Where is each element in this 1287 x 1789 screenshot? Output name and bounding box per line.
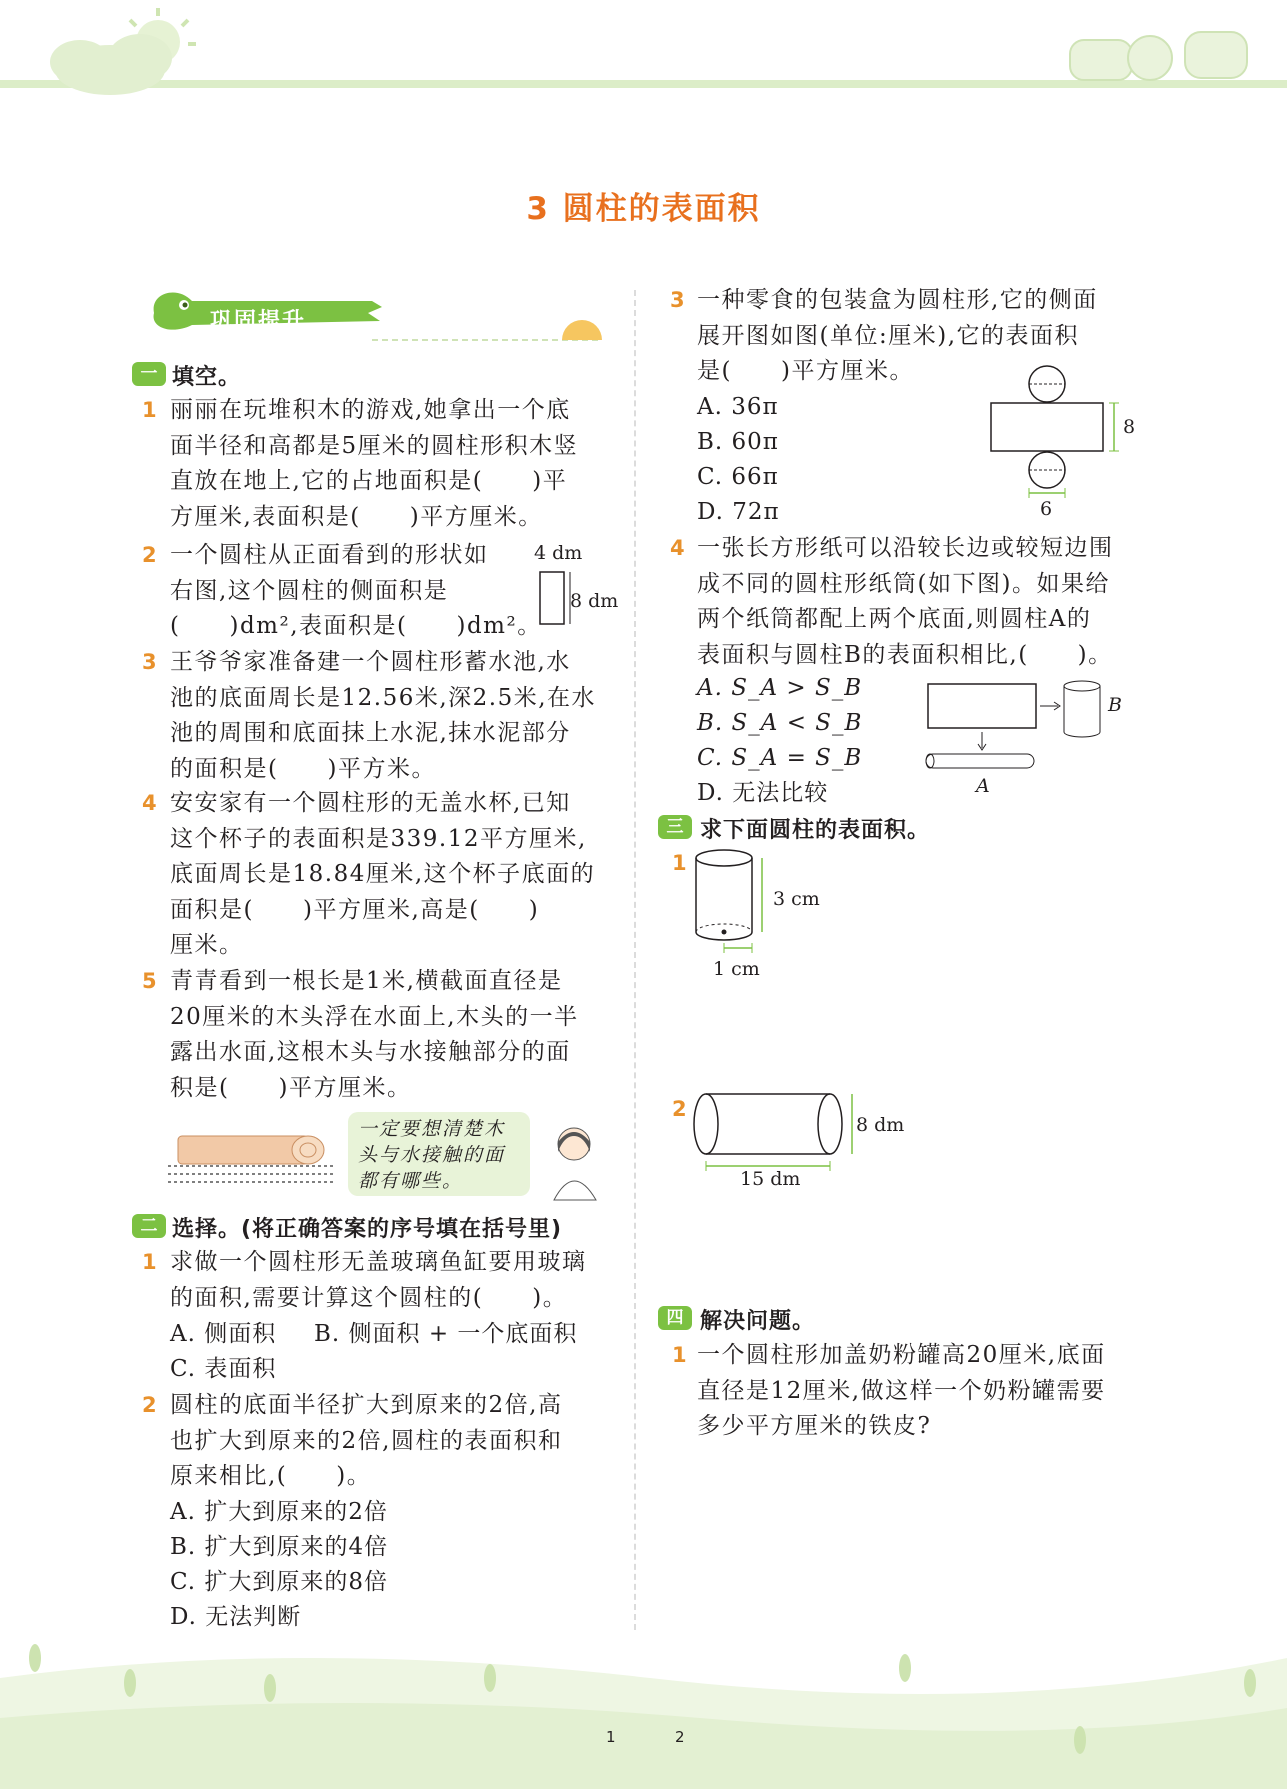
solve-q1-number: 1 bbox=[672, 1343, 687, 1367]
footer-landscape bbox=[0, 1628, 1287, 1789]
section-banner bbox=[132, 283, 612, 343]
fill-q2-number: 2 bbox=[142, 543, 157, 567]
choice-q4-option-a[interactable]: A. S_A > S_B bbox=[697, 675, 863, 701]
section-1-badge: 一 bbox=[132, 362, 166, 386]
choice-q3-option-c[interactable]: C. 66π bbox=[697, 464, 779, 490]
choice-q2-option-a[interactable]: A. 扩大到原来的2倍 bbox=[170, 1499, 388, 1525]
choice-q3-option-d[interactable]: D. 72π bbox=[697, 499, 780, 525]
fill-q1-number: 1 bbox=[142, 398, 157, 422]
compute-q1-height-label: 3 cm bbox=[773, 888, 820, 910]
q3-net-figure bbox=[985, 365, 1135, 505]
compute-q2-cylinder-figure bbox=[690, 1090, 870, 1174]
section-4-badge: 四 bbox=[658, 1306, 692, 1330]
banner-label: 巩固提升 bbox=[210, 309, 307, 334]
floating-log-figure bbox=[168, 1130, 338, 1190]
choice-q4-number: 4 bbox=[670, 536, 685, 560]
section-2-title: 选择。(将正确答案的序号填在括号里) bbox=[172, 1217, 563, 1242]
compute-q2-number: 2 bbox=[672, 1097, 687, 1121]
fill-q1-text: 丽丽在玩堆积木的游戏,她拿出一个底 面半径和高都是5厘米的圆柱形积木竖 直放在地上,它的占地面积是( )平 方厘米,表面积是( )平方厘米。 bbox=[170, 397, 579, 530]
choice-q1-option-c[interactable]: C. 表面积 bbox=[170, 1356, 277, 1382]
solve-q1-text: 一个圆柱形加盖奶粉罐高20厘米,底面 直径是12厘米,做这样一个奶粉罐需要 多少平方厘米的铁皮? bbox=[697, 1342, 1106, 1439]
section-3-title: 求下面圆柱的表面积。 bbox=[700, 818, 931, 843]
choice-q4-option-d[interactable]: D. 无法比较 bbox=[697, 780, 829, 806]
cartoon-animals-icon bbox=[1070, 32, 1247, 80]
section-2-badge: 二 bbox=[132, 1214, 166, 1238]
fill-q5-number: 5 bbox=[142, 969, 157, 993]
fill-q4-text: 安安家有一个圆柱形的无盖水杯,已知 这个杯子的表面积是339.12平方厘米, 底面周长是18.84厘米,这个杯子底面的 面积是( )平方厘米,高是( ) 厘米。 bbox=[170, 790, 596, 958]
hint-bubble-text: 一定要想清楚木 头与水接触的面 都有哪些。 bbox=[358, 1118, 506, 1192]
choice-q3-number: 3 bbox=[670, 288, 685, 312]
choice-q2-option-b[interactable]: B. 扩大到原来的4倍 bbox=[170, 1534, 389, 1560]
q2-fig-height-label: 8 dm bbox=[570, 590, 619, 612]
choice-q3-text: 一种零食的包装盒为圆柱形,它的侧面 展开图如图(单位:厘米),它的表面积 是( )平方厘米。 bbox=[697, 287, 1098, 384]
q4-fig-label-b: B bbox=[1108, 694, 1122, 716]
section-4-title: 解决问题。 bbox=[700, 1309, 816, 1334]
choice-q3-option-b[interactable]: B. 60π bbox=[697, 429, 779, 455]
choice-q3-option-a[interactable]: A. 36π bbox=[697, 394, 779, 420]
q3-fig-bottom-label: 6 bbox=[1040, 498, 1053, 520]
compute-q2-diameter-label: 8 dm bbox=[856, 1114, 905, 1136]
choice-q4-option-b[interactable]: B. S_A < S_B bbox=[697, 710, 863, 736]
header-decoration bbox=[0, 0, 1287, 110]
choice-q2-option-c[interactable]: C. 扩大到原来的8倍 bbox=[170, 1569, 389, 1595]
sunset-icon bbox=[562, 320, 602, 340]
page-title: 3 圆柱的表面积 bbox=[526, 191, 761, 227]
column-divider bbox=[634, 290, 636, 1630]
page-number-right: 2 bbox=[675, 1728, 685, 1746]
choice-q4-option-c[interactable]: C. S_A = S_B bbox=[697, 745, 863, 771]
section-3-badge: 三 bbox=[658, 815, 692, 839]
q4-paper-roll-figure bbox=[920, 676, 1120, 776]
fill-q4-number: 4 bbox=[142, 791, 157, 815]
q3-fig-side-label: 8 bbox=[1123, 416, 1136, 438]
fill-q2-text: 一个圆柱从正面看到的形状如 右图,这个圆柱的侧面积是 ( )dm²,表面积是( )dm²。 bbox=[170, 542, 542, 639]
compute-q2-length-label: 15 dm bbox=[740, 1168, 801, 1190]
fill-q3-number: 3 bbox=[142, 650, 157, 674]
choice-q1-number: 1 bbox=[142, 1250, 157, 1274]
fill-q5-text: 青青看到一根长是1米,横截面直径是 20厘米的木头浮在水面上,木头的一半 露出水面,这根木头与水接触部分的面 积是( )平方厘米。 bbox=[170, 968, 579, 1101]
page-number-left: 1 bbox=[606, 1728, 616, 1746]
choice-q1-option-a[interactable]: A. 侧面积 bbox=[170, 1321, 277, 1347]
section-1-title: 填空。 bbox=[172, 365, 242, 390]
choice-q1-text: 求做一个圆柱形无盖玻璃鱼缸要用玻璃 的面积,需要计算这个圆柱的( )。 bbox=[170, 1249, 587, 1311]
teacher-avatar bbox=[540, 1122, 608, 1202]
choice-q2-number: 2 bbox=[142, 1393, 157, 1417]
q2-fig-width-label: 4 dm bbox=[534, 542, 583, 564]
q4-fig-label-a: A bbox=[976, 775, 990, 797]
compute-q1-number: 1 bbox=[672, 851, 687, 875]
compute-q1-radius-label: 1 cm bbox=[713, 958, 760, 980]
choice-q1-option-b[interactable]: B. 侧面积 + 一个底面积 bbox=[314, 1321, 578, 1347]
choice-q4-text: 一张长方形纸可以沿较长边或较短边围 成不同的圆柱形纸筒(如下图)。如果给 两个纸筒都配上两个底面,则圆柱A的 表面积与圆柱B的表面积相比,( )。 bbox=[697, 535, 1114, 668]
fill-q3-text: 王爷爷家准备建一个圆柱形蓄水池,水 池的底面周长是12.56米,深2.5米,在水 池的周围和底面抹上水泥,抹水泥部分 的面积是( )平方米。 bbox=[170, 649, 597, 782]
choice-q2-option-d[interactable]: D. 无法判断 bbox=[170, 1604, 302, 1630]
choice-q2-text: 圆柱的底面半径扩大到原来的2倍,高 也扩大到原来的2倍,圆柱的表面积和 原来相比,( )。 bbox=[170, 1392, 563, 1489]
